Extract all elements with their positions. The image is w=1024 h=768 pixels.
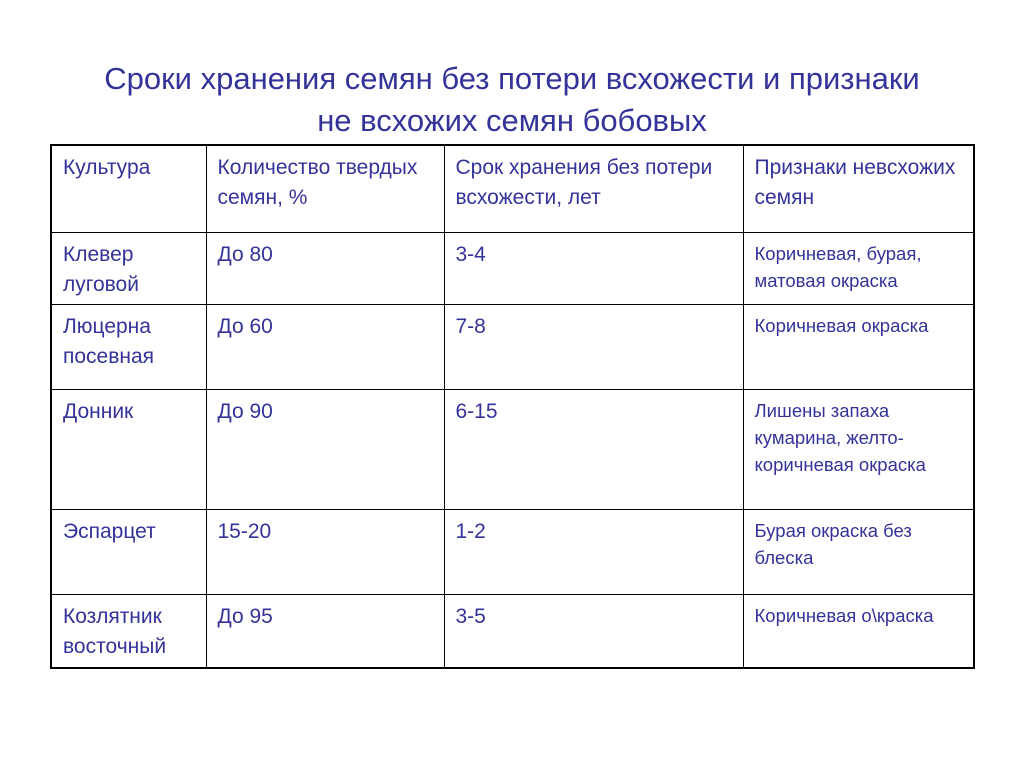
- cell-storage-term: 3-5: [444, 595, 743, 669]
- cell-culture: Люцерна посевная: [51, 305, 206, 390]
- header-storage-term: Срок хранения без потери всхожести, лет: [444, 145, 743, 233]
- cell-storage-term: 1-2: [444, 510, 743, 595]
- cell-signs: Бурая окраска без блеска: [743, 510, 974, 595]
- cell-storage-term: 7-8: [444, 305, 743, 390]
- cell-hard-seeds: 15-20: [206, 510, 444, 595]
- cell-storage-term: 6-15: [444, 390, 743, 510]
- cell-culture: Эспарцет: [51, 510, 206, 595]
- cell-signs: Коричневая, бурая, матовая окраска: [743, 233, 974, 305]
- cell-culture: Донник: [51, 390, 206, 510]
- header-hard-seeds: Количество твердых семян, %: [206, 145, 444, 233]
- table-row: [51, 510, 974, 595]
- seed-storage-table: [50, 144, 975, 669]
- title-line-2: не всхожих семян бобовых: [317, 103, 707, 138]
- table-row: [51, 390, 974, 510]
- page-title: [40, 58, 984, 142]
- cell-culture: Клевер луговой: [51, 233, 206, 305]
- table-row: [51, 595, 974, 669]
- cell-storage-term: 3-4: [444, 233, 743, 305]
- cell-culture: Козлятник восточный: [51, 595, 206, 669]
- header-signs: Признаки невсхожих семян: [743, 145, 974, 233]
- cell-hard-seeds: До 60: [206, 305, 444, 390]
- table-row: [51, 233, 974, 305]
- cell-hard-seeds: До 90: [206, 390, 444, 510]
- cell-hard-seeds: До 80: [206, 233, 444, 305]
- cell-signs: Лишены запаха кумарина, желто-коричневая окраска: [743, 390, 974, 510]
- table-header-row: [51, 145, 974, 233]
- cell-hard-seeds: До 95: [206, 595, 444, 669]
- title-line-1: Сроки хранения семян без потери всхожести и признаки: [104, 61, 920, 96]
- cell-signs: Коричневая о\краска: [743, 595, 974, 669]
- cell-signs: Коричневая окраска: [743, 305, 974, 390]
- header-culture: Культура: [51, 145, 206, 233]
- table-row: [51, 305, 974, 390]
